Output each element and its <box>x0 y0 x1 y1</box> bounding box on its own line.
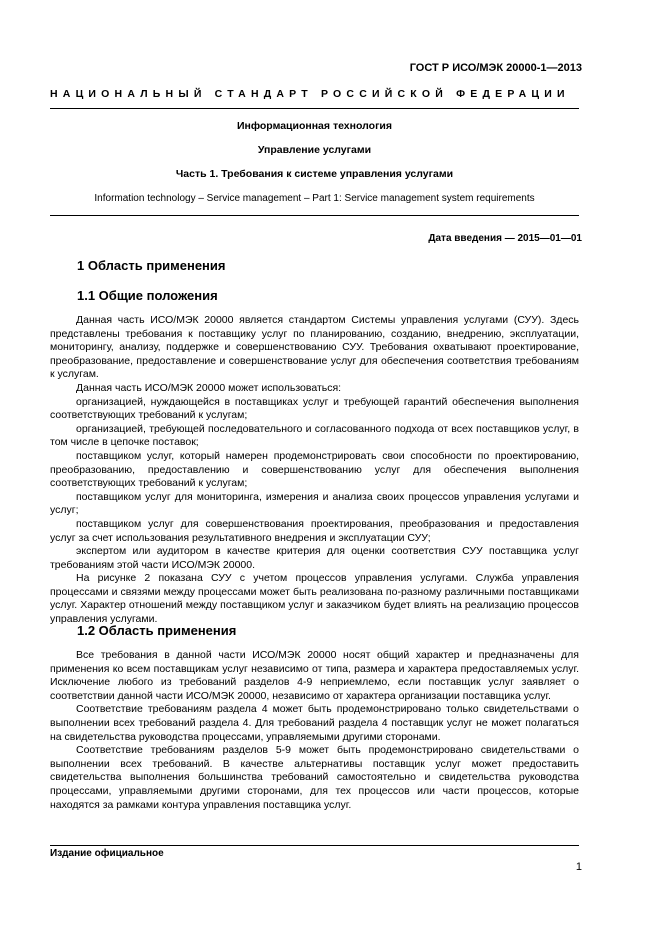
section-1-2-body <box>50 649 579 812</box>
section-1-1-body <box>50 314 579 627</box>
title-divider <box>50 215 579 216</box>
paragraph: На рисунке 2 показана СУУ с учетом процессов управления услугами. Служба управления процессами и связями между процессами может быть реализована по-разному различными поставщиками услуг. Характер отношений между поставщиком услуг и заказчиком будет влиять на реализацию процессов управления услугами. <box>50 572 579 626</box>
title-line-1: Информационная технология <box>236 120 393 132</box>
footer-divider <box>50 845 579 846</box>
list-item: поставщиком услуг для мониторинга, измерения и анализа своих процессов управления услугами и услуг; <box>50 490 579 517</box>
national-standard-title: НАЦИОНАЛЬНЫЙ СТАНДАРТ РОССИЙСКОЙ ФЕДЕРАЦИИ <box>50 88 570 100</box>
title-english: Information technology – Service management – Part 1: Service management system requirements <box>94 193 535 204</box>
paragraph: Соответствие требованиям разделов 5-9 может быть продемонстрировано свидетельствами о выполнении всех требований. В качестве альтернативы поставщик услуг может предоставить свидетельства выполнения большинства требований самостоятельно и свидетельства руководства процессами, управляемыми другими сторонами, для тех процессов или части процессов, которые находятся за рамками контура управления поставщика услуг. <box>50 744 579 811</box>
section-1-heading: 1 Область применения <box>77 258 226 273</box>
section-1-2-heading: 1.2 Область применения <box>77 623 237 638</box>
standard-number: ГОСТ Р ИСО/МЭК 20000-1—2013 <box>409 62 582 74</box>
paragraph: Все требования в данной части ИСО/МЭК 20000 носят общий характер и предназначены для применения ко всем поставщикам услуг независимо от типа, размера и характера предоставляемых услуг. Исключение любого из требований разделов 4-9 неприемлемо, если поставщик услуг заявляет о соответствии данной части ИСО/МЭК 20000, независимо от характера организации поставщика услуг. <box>50 649 579 702</box>
section-1-1-heading: 1.1 Общие положения <box>77 288 218 303</box>
list-item: экспертом или аудитором в качестве критерия для оценки соответствия СУУ поставщика услуг требованиям этой части ИСО/МЭК 20000. <box>50 545 579 571</box>
title-line-3: Часть 1. Требования к системе управления услугами <box>175 168 454 180</box>
list-item: поставщиком услуг, который намерен продемонстрировать свои способности по проектированию, преобразованию, предоставлению и совершенствованию услуг для обеспечения выполнения соответствующих требований к услугам; <box>50 449 579 490</box>
paragraph: Данная часть ИСО/МЭК 20000 является стандартом Системы управления услугами (СУУ). Здесь представлены требования к поставщику услуг по планированию, созданию, внедрению, эксплуатации, мониторингу, анализу, поддержке и совершенствованию СУУ. Требования охватывают проектирование, преобразование, предоставление и совершенствование услуг для обеспечения соответствия требованиям к услугам. <box>50 314 579 381</box>
list-item: поставщиком услуг для совершенствования проектирования, преобразования и предоставления услуг за счет использования результативного внедрения и эксплуатации СУУ; <box>50 517 579 544</box>
list-item: организацией, нуждающейся в поставщиках услуг и требующей гарантий обеспечения выполнения соответствующих требований к услугам; <box>50 395 579 422</box>
list-item: организацией, требующей последовательного и согласованного подхода от всех поставщиков услуг, в том числе в цепочке поставок; <box>50 422 579 449</box>
edition-label: Издание официальное <box>50 848 164 859</box>
page-number: 1 <box>575 861 582 873</box>
date-of-introduction: Дата введения — 2015—01—01 <box>428 233 582 244</box>
paragraph: Данная часть ИСО/МЭК 20000 может использоваться: <box>76 381 342 394</box>
title-line-2: Управление услугами <box>257 144 372 156</box>
header-divider <box>50 108 579 109</box>
paragraph: Соответствие требованиям раздела 4 может быть продемонстрировано только свидетельствами о выполнении всех требований раздела 4. Для требований раздела 4 поставщик услуг не может полагаться на свидетельства руководства процессами, управляемыми другими сторонами. <box>50 703 579 743</box>
